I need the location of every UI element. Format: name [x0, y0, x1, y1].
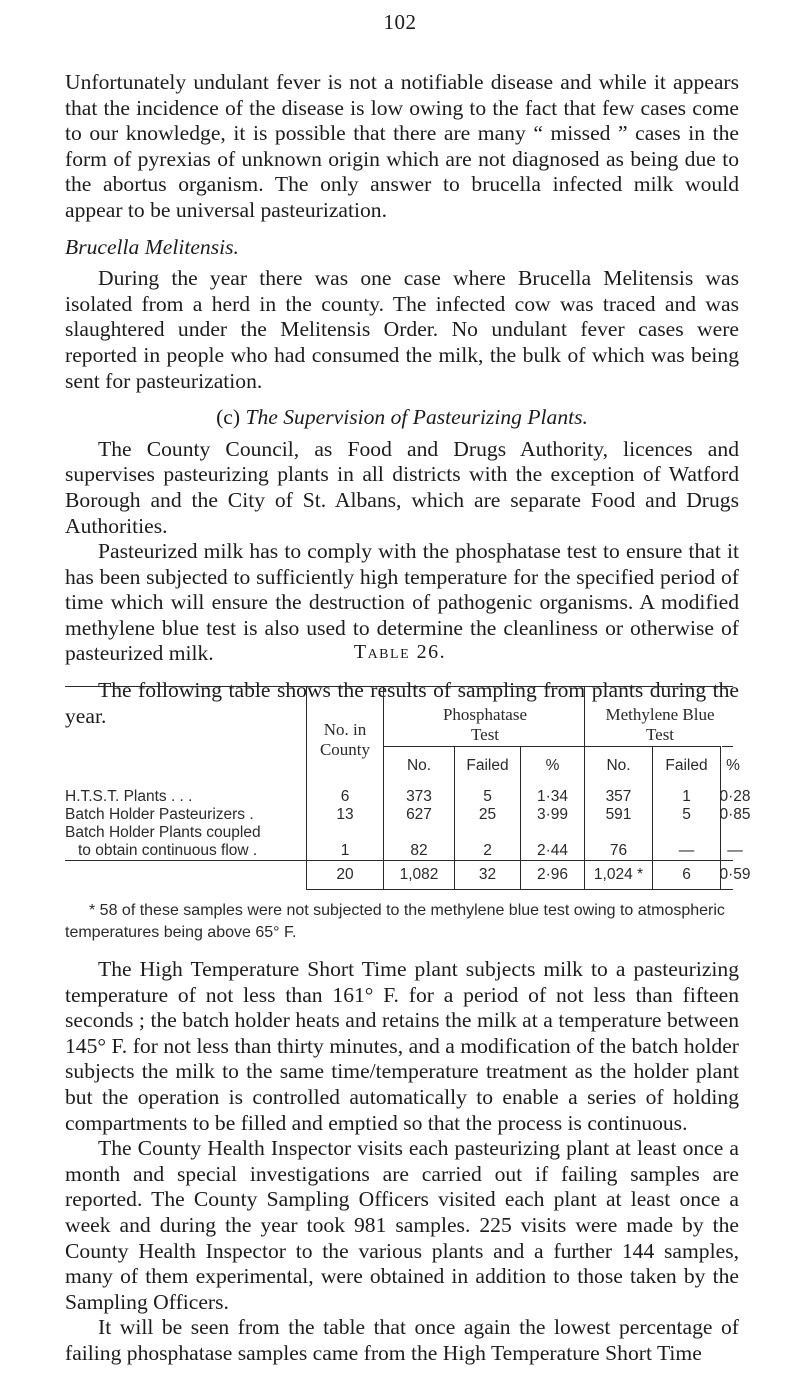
- r2-p-failed: 25: [478, 806, 497, 823]
- tot-p-failed: 32: [478, 866, 497, 883]
- heading-brucella: Brucella Melitensis.: [65, 234, 239, 259]
- r2-count: 13: [336, 806, 354, 823]
- tot-count: 20: [336, 866, 354, 883]
- r1-count: 6: [340, 788, 350, 805]
- r1-m-no: 357: [605, 788, 632, 805]
- tot-m-no: 1,024 *: [593, 866, 644, 883]
- r2-p-no: 627: [406, 806, 432, 823]
- r2-m-pct: 0·85: [719, 806, 751, 823]
- r1-p-failed: 5: [483, 788, 492, 805]
- para-inspector: The County Health Inspector visits each pasteurizing plant at least once a month and special investigations are carried out if failing samples are reported. The County Sampling Officers visited each plant at least once a week and during the year took 981 samples. 225 visits were made by the County Health Inspector to the various plants and a further 144 samples, many of them experimental, were obtained in addition to those taken by the Sampling Officers.: [65, 1136, 739, 1314]
- r1-m-failed: 1: [682, 788, 691, 805]
- r1-label: H.T.S.T. Plants . . .: [65, 788, 193, 805]
- r3-m-pct: —: [727, 842, 743, 859]
- para-council: The County Council, as Food and Drugs Authority, licences and supervises pasteurizing plants in all districts with the exception of Watford Borough and the City of St. Albans, which are separate Food and Drugs Authorities.: [65, 436, 739, 538]
- r1-p-no: 373: [406, 788, 432, 805]
- tot-m-pct: 0·59: [719, 866, 751, 883]
- r3-label-2: to obtain continuous flow .: [78, 842, 258, 859]
- para-seen: It will be seen from the table that once again the lowest percentage of failing phosphatase samples came from the High Temperature Short Time: [65, 1315, 739, 1365]
- sh-m-failed: Failed: [665, 757, 708, 774]
- sh-p-no: No.: [406, 757, 432, 774]
- r2-m-failed: 5: [682, 806, 691, 823]
- r2-m-no: 591: [605, 806, 632, 823]
- r3-label-1: Batch Holder Plants coupled: [65, 824, 261, 841]
- hdr-methylene: Methylene Blue Test: [605, 705, 715, 744]
- r1-m-pct: 0·28: [719, 788, 751, 805]
- r3-m-no: 76: [609, 842, 628, 859]
- para-intro: Unfortunately undulant fever is not a notifiable disease and while it appears that the incidence of the disease is low owing to the fact that few cases come to our knowledge, it is possible that there are many “ missed ” cases in the form of pyrexias of unknown origin which are not diagnosed as being due to the abortus organism. The only answer to brucella infected milk would appear to be universal pasteurization.: [65, 70, 739, 222]
- r3-p-no: 82: [410, 842, 428, 859]
- r1-p-pct: 1·34: [536, 788, 569, 805]
- r3-p-failed: 2: [483, 842, 492, 859]
- para-brucella: During the year there was one case where Brucella Melitensis was isolated from a herd in the county. The infected cow was traced and was slaughtered under the Melitensis Order. No undulant fever cases were reported in people who had consumed the milk, the bulk of which was being sent for pasteurization.: [65, 266, 739, 393]
- tot-p-no: 1,082: [399, 866, 439, 883]
- r2-label: Batch Holder Pasteurizers .: [65, 806, 254, 823]
- sh-p-failed: Failed: [466, 757, 509, 774]
- hdr-no-in-county: No. in County: [319, 720, 371, 759]
- para-following: The following table shows the results of sampling from plants during the year.: [65, 678, 739, 728]
- tot-m-failed: 6: [682, 866, 691, 883]
- sh-p-pct: %: [545, 757, 560, 774]
- footnote-text: * 58 of these samples were not subjected to the methylene blue test owing to atmospheric temperatures being above 65° F.: [65, 902, 725, 941]
- r3-p-pct: 2·44: [536, 842, 569, 859]
- heading-supervision-text: The Supervision of Pasteurizing Plants.: [245, 405, 588, 430]
- tot-p-pct: 2·96: [536, 866, 569, 883]
- para-phosphatase: Pasteurized milk has to comply with the phosphatase test to ensure that it has been subjected to sufficiently high temperature for the specified period of time which will ensure the destruction of pathogenic organisms. A modified methylene blue test is also used to determine the cleanliness or otherwise of pasteurized milk.: [65, 539, 739, 666]
- sh-m-pct: %: [726, 757, 740, 774]
- table-footnote: [65, 900, 739, 944]
- page-number: 102: [383, 10, 417, 34]
- r3-count: 1: [340, 842, 350, 859]
- para-htst: The High Temperature Short Time plant subjects milk to a pasteurizing temperature of not less than 161° F. for a period of not less than fifteen seconds ; the batch holder heats and retains the milk at a temperature between 145° F. for not less than thirty minutes, and a modification of the batch holder subjects the milk to the same time/temperature treatment as the holder plant but the operation is controlled automatically to enable a series of holding compartments to be filled and emptied so that the process is continuous.: [65, 957, 739, 1135]
- table-title: Table 26.: [353, 641, 447, 663]
- heading-supervision-prefix: (c): [216, 405, 241, 430]
- r2-p-pct: 3·99: [536, 806, 569, 823]
- hdr-phosphatase: Phosphatase Test: [442, 705, 528, 744]
- r3-m-failed: —: [678, 842, 695, 859]
- sh-m-no: No.: [606, 757, 631, 774]
- lower-text: [65, 957, 739, 1367]
